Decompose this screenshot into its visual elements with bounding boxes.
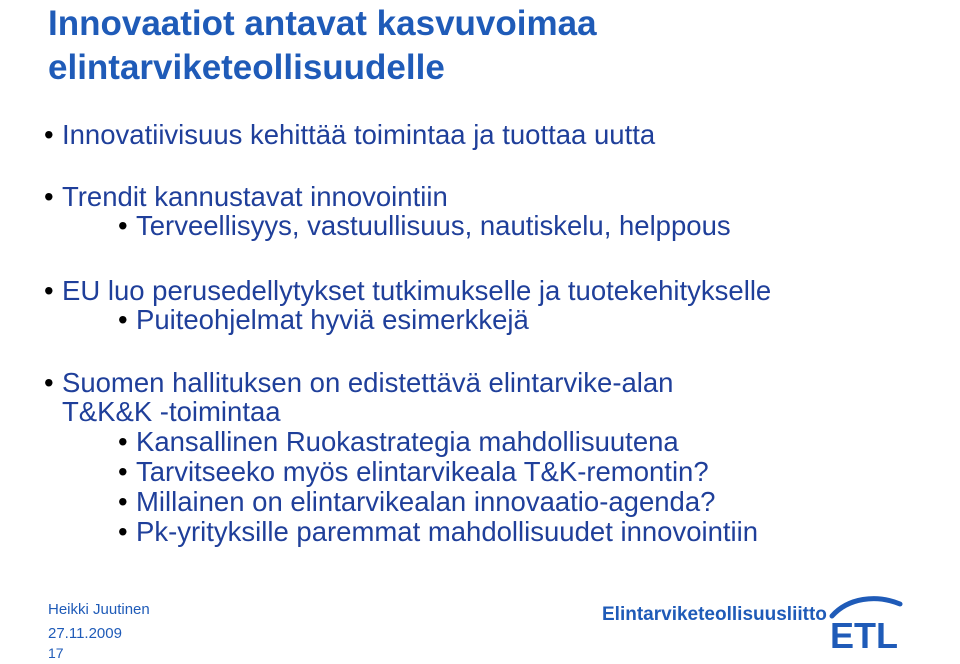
bullet-dot-icon: •: [118, 486, 128, 517]
footer-author: Heikki Juutinen: [48, 601, 150, 618]
bullet-text: T&K&K -toimintaa: [62, 396, 281, 427]
bullet-text: Pk-yrityksille paremmat mahdollisuudet innovointiin: [136, 516, 759, 547]
bullet-text: Puiteohjelmat hyviä esimerkkejä: [136, 304, 529, 335]
bullet-item: [44, 368, 673, 398]
footer-date: 27.11.2009: [48, 625, 122, 642]
bullet-dot-icon: •: [44, 181, 54, 212]
bullet-item: [44, 182, 448, 212]
sub-bullet-item: [118, 305, 529, 335]
bullet-text: Suomen hallituksen on edistettävä elintarvike-alan: [62, 367, 674, 398]
bullet-dot-icon: •: [118, 210, 128, 241]
bullet-dot-icon: •: [44, 119, 54, 150]
bullet-text: Trendit kannustavat innovointiin: [62, 181, 448, 212]
etl-logo-icon: [826, 588, 906, 652]
bullet-dot-icon: •: [118, 304, 128, 335]
bullet-text: Innovatiivisuus kehittää toimintaa ja tuottaa uutta: [62, 119, 656, 150]
sub-bullet-item: [118, 487, 715, 517]
logo-text: ETL: [830, 615, 898, 652]
bullet-dot-icon: •: [118, 426, 128, 457]
bullet-continuation: [62, 397, 281, 427]
bullet-dot-icon: •: [44, 275, 54, 306]
slide-title-line-2: elintarviketeollisuudelle: [48, 48, 445, 87]
bullet-item: [44, 276, 771, 306]
bullet-dot-icon: •: [118, 516, 128, 547]
slide-title: [48, 2, 928, 90]
sub-bullet-item: [118, 457, 709, 487]
slide-title-line-1: Innovaatiot antavat kasvuvoimaa: [48, 4, 597, 43]
bullet-item: [44, 120, 655, 150]
bullet-text: Tarvitseeko myös elintarvikeala T&K-remontin?: [136, 456, 709, 487]
bullet-text: EU luo perusedellytykset tutkimukselle ja tuotekehitykselle: [62, 275, 772, 306]
sub-bullet-item: [118, 427, 679, 457]
bullet-text: Millainen on elintarvikealan innovaatio-agenda?: [136, 486, 716, 517]
sub-bullet-item: [118, 211, 731, 241]
bullet-dot-icon: •: [44, 367, 54, 398]
sub-bullet-item: [118, 517, 758, 547]
bullet-text: Terveellisyys, vastuullisuus, nautiskelu, helppous: [136, 210, 731, 241]
bullet-dot-icon: •: [118, 456, 128, 487]
page-number: 17: [48, 645, 64, 661]
organization-name: Elintarviketeollisuusliitto: [602, 604, 827, 625]
bullet-text: Kansallinen Ruokastrategia mahdollisuutena: [136, 426, 679, 457]
